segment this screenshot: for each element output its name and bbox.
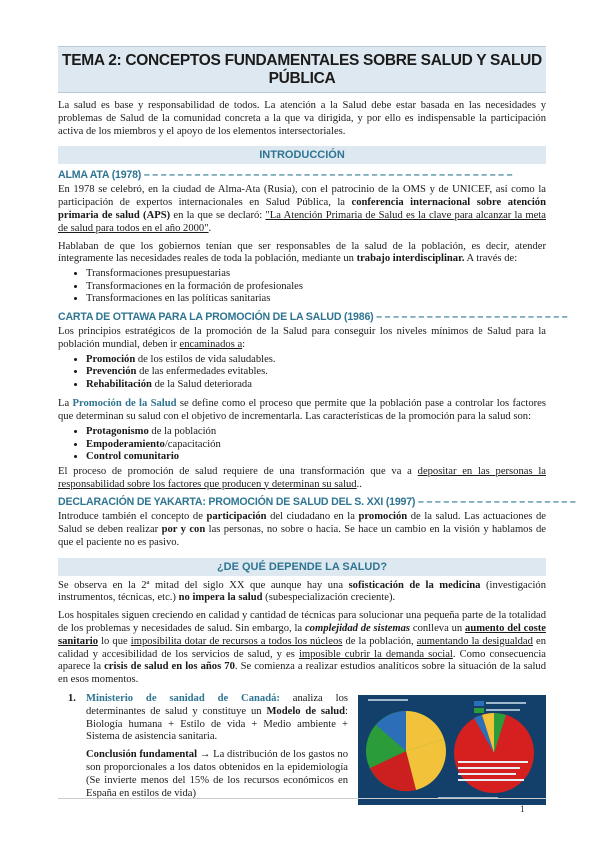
- ottawa-list-2: [58, 426, 546, 464]
- depende-paragraph-2: Los hospitales siguen creciendo en calidad y cantidad de técnicas para solucionar una pequeña parte de la totalidad de los problemas y necesidades de salud. Sin embargo, la complejidad de sistemas conlleva un aumento del coste sanitario lo que imposibilita dotar de recursos a todos los núcleos de la población, aumentando la desigualdad en calidad y accesibilidad de los servicios de salud, y es imposible cubrir la demanda social. Como consecuencia aparece la crisis de salud en los años 70. Se comienza a realizar estudios analíticos sobre la situación de la salud en esos momentos.: [58, 610, 547, 686]
- footer-divider: [58, 798, 546, 799]
- page-title: TEMA 2: CONCEPTOS FUNDAMENTALES SOBRE SALUD Y SALUD PÚBLICA: [58, 46, 546, 93]
- list-item: • Transformaciones en las políticas sanitarias: [86, 293, 546, 306]
- canada-section: [58, 693, 546, 813]
- canada-text: [58, 693, 348, 800]
- section-heading-yakarta: DECLARACIÓN DE YAKARTA: PROMOCIÓN DE SALUD DEL S. XXI (1997) – – – – – – – – – – – – – – – – – – –: [58, 496, 576, 509]
- list-item: • Prevención de las enfermedades evitables.: [86, 366, 546, 379]
- section-heading-ottawa: CARTA DE OTTAWA PARA LA PROMOCIÓN DE LA SALUD (1986) – – – – – – – – – – – – – – – – – – – – – – –: [58, 310, 568, 323]
- alma-ata-paragraph-1: En 1978 se celebró, en la ciudad de Alma-Ata (Rusia), con el patrocinio de la OMS y de UNICEF, así como la participación de expertos internacionales en Salud Pública, la conferencia internacional sobre atención primaria de salud (APS) en la que se declaró: "La Atención Primaria de Salud es la clave para alcanzar la meta de salud para todos en el año 2000".: [58, 184, 547, 234]
- health-spending-figure: [358, 695, 546, 805]
- list-item: • Protagonismo de la población: [86, 426, 546, 439]
- section-bar-depende: ¿DE QUÉ DEPENDE LA SALUD?: [58, 558, 546, 576]
- alma-ata-paragraph-2: Hablaban de que los gobiernos tenían que ser responsables de la salud de la población, es decir, atender íntegramente las necesidades reales de toda la población, mediante un trabajo interdisciplinar. A través de:: [58, 240, 546, 265]
- depende-paragraph-1: Se observa en la 2ª mitad del siglo XX que aunque hay una sofisticación de la medicina (investigación instrumentos, técnicas, etc.) no impera la salud (subespecialización creciente).: [58, 579, 546, 604]
- ottawa-paragraph-3: El proceso de promoción de salud requiere de una transformación que va a depositar en las personas la responsabilidad sobre los factores que producen y determinan su salud..: [58, 465, 546, 490]
- yakarta-paragraph: Introduce también el concepto de participación del ciudadano en la promoción de la salud. Las actuaciones de Salud se deben realizar por y con las personas, no sobre o hacia. Se hace un cambio en la visión y hablamos de que el paciente no es pasivo.: [58, 511, 547, 548]
- section-bar-introduccion: INTRODUCCIÓN: [58, 146, 546, 164]
- section-heading-alma-ata: ALMA ATA (1978) – – – – – – – – – – – – – – – – – – – – – – – – – – – – – – – – – – – – – – – – – – – –: [58, 169, 513, 182]
- alma-ata-list: [58, 268, 546, 306]
- left-pie: [366, 711, 446, 791]
- list-item: • Rehabilitación de la Salud deteriorada: [86, 379, 546, 392]
- page-number: 1: [520, 804, 525, 814]
- ottawa-paragraph-1: Los principios estratégicos de la promoción de la Salud para conseguir los niveles mínimos de Salud para la población mundial, deben ir encaminados a:: [58, 325, 546, 350]
- pie-charts-graphic: [358, 695, 546, 805]
- ottawa-paragraph-2: La Promoción de la Salud se define como el proceso que permite que la población pase a controlar los factores que determinan su salud con el objetivo de incrementarla. Las características de la promoción para la salud son:: [58, 398, 546, 423]
- list-number: 1.: [68, 693, 76, 705]
- list-item: • Promoción de los estilos de vida saludables.: [86, 354, 546, 367]
- canada-conclusion: Conclusión fundamental → La distribución de los gastos no son proporcionales a los datos obtenidos en la epidemiología (Se invierte menos del 15% de los recursos económicos en España en estilos de vida): [86, 749, 349, 799]
- intro-paragraph: La salud es base y responsabilidad de todos. La atención a la Salud debe estar basada en las necesidades y problemas de Salud de la comunidad concreta a la que va dirigida, y por ello es indispensable la participación activa de los miembros y el apoyo de los elementos intersectoriales.: [58, 100, 546, 137]
- canada-paragraph: Ministerio de sanidad de Canadá: analiza los determinantes de salud y constituye un Modelo de salud: Biología humana + Estilo de vida + Medio ambiente + Sistema de asistencia sanitaria.: [86, 693, 348, 743]
- list-item: • Empoderamiento/capacitación: [86, 439, 546, 452]
- ottawa-list: [58, 354, 546, 392]
- document-page: [58, 40, 576, 813]
- list-item: • Transformaciones presupuestarias: [86, 268, 546, 281]
- list-item: • Control comunitario: [86, 451, 546, 464]
- list-item: • Transformaciones en la formación de profesionales: [86, 281, 546, 294]
